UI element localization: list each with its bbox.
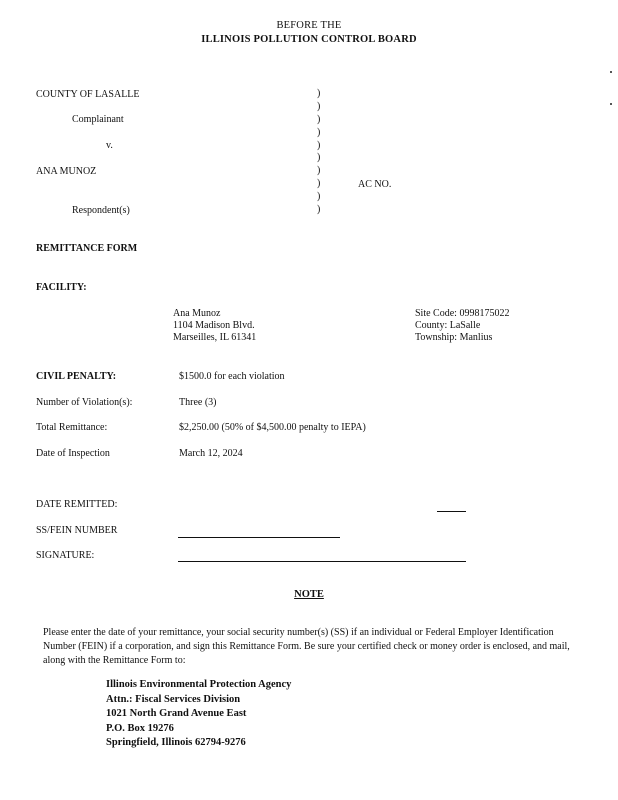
signature-label: SIGNATURE: bbox=[36, 550, 95, 561]
scan-speck bbox=[610, 103, 612, 105]
versus: v. bbox=[106, 140, 113, 151]
signature-line[interactable] bbox=[178, 561, 466, 562]
facility-city: Marseilles, IL 61341 bbox=[173, 332, 257, 343]
civil-penalty-value: $1500.0 for each violation bbox=[179, 371, 285, 382]
date-remitted-line[interactable] bbox=[437, 511, 466, 512]
total-remittance-value: $2,250.00 (50% of $4,500.00 penalty to IEPA) bbox=[179, 422, 366, 433]
facility-street: 1104 Madison Blvd. bbox=[173, 320, 255, 331]
address-line-2: Attn.: Fiscal Services Division bbox=[106, 693, 241, 705]
note-heading: NOTE bbox=[294, 589, 324, 600]
note-body: Please enter the date of your remittance, your social security number(s) (SS) if an individual or Federal Employer Identification Number (FEIN) if a corporation, and sign this Remittance Form. Be sure your certified check or money order is enclosed, and mail, along with the Remittance Form to: bbox=[43, 627, 570, 666]
inspection-date-label: Date of Inspection bbox=[36, 448, 110, 459]
violations-value: Three (3) bbox=[179, 397, 217, 408]
defendant-name: ANA MUNOZ bbox=[36, 166, 97, 177]
plaintiff-name: COUNTY OF LASALLE bbox=[36, 89, 140, 100]
total-remittance-label: Total Remittance: bbox=[36, 422, 108, 433]
caption-parentheses: ) ) ) ) ) ) ) ) ) ) bbox=[317, 88, 321, 216]
civil-penalty-label: CIVIL PENALTY: bbox=[36, 371, 117, 382]
date-remitted-label: DATE REMITTED: bbox=[36, 499, 118, 510]
ssfein-label: SS/FEIN NUMBER bbox=[36, 525, 118, 536]
address-line-1: Illinois Environmental Protection Agency bbox=[106, 679, 292, 690]
defendant-role: Respondent(s) bbox=[72, 205, 130, 216]
plaintiff-role: Complainant bbox=[72, 114, 124, 125]
address-line-4: P.O. Box 19276 bbox=[106, 722, 174, 734]
header-line-2: ILLINOIS POLLUTION CONTROL BOARD bbox=[201, 34, 417, 45]
header-line-1: BEFORE THE bbox=[276, 20, 342, 31]
address-line-3: 1021 North Grand Avenue East bbox=[106, 708, 247, 719]
case-number-label: AC NO. bbox=[358, 179, 392, 190]
facility-name: Ana Munoz bbox=[173, 308, 221, 319]
mailing-address bbox=[106, 678, 291, 751]
facility-county: County: LaSalle bbox=[415, 320, 481, 331]
ssfein-line[interactable] bbox=[178, 537, 340, 538]
violations-label: Number of Violation(s): bbox=[36, 397, 133, 408]
address-line-5: Springfield, Illinois 62794-9276 bbox=[106, 737, 246, 748]
facility-site-code: Site Code: 0998175022 bbox=[415, 308, 510, 319]
facility-township: Township: Manlius bbox=[415, 332, 493, 343]
facility-label: FACILITY: bbox=[36, 282, 87, 293]
scan-speck bbox=[610, 71, 612, 73]
inspection-date-value: March 12, 2024 bbox=[179, 448, 243, 459]
form-title: REMITTANCE FORM bbox=[36, 243, 138, 254]
